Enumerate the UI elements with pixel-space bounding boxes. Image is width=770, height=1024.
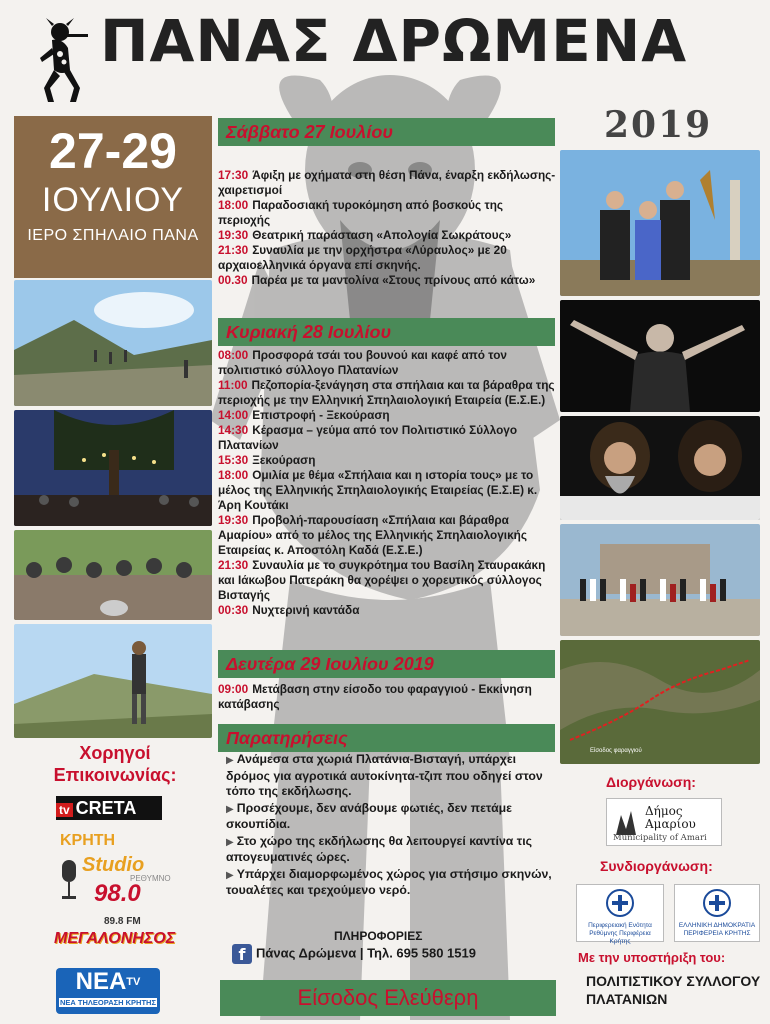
coorganizer-heading: Συνδιοργάνωση: bbox=[600, 858, 713, 874]
event-place: ΙΕΡΟ ΣΠΗΛΑΙΟ ΠΑΝΑ bbox=[27, 227, 199, 245]
page-title: ΠΑΝΑΣ ΔΡΩΜΕΝΑ bbox=[100, 7, 688, 75]
support-association: ΠΟΛΙΤΙΣΤΙΚΟΥ ΣΥΛΛΟΓΟΥ ΠΛΑΤΑΝΙΩΝ bbox=[586, 973, 761, 1007]
info-contact: Πάνας Δρώμενα | Τηλ. 695 580 1519 bbox=[256, 945, 476, 961]
notes-header: Παρατηρήσεις bbox=[218, 724, 555, 752]
region-crete-logo: ΕΛΛΗΝΙΚΗ ΔΗΜΟΚΡΑΤΙΑ ΠΕΡΙΦΕΡΕΙΑ ΚΡΗΤΗΣ bbox=[674, 884, 760, 942]
facebook-icon[interactable]: f bbox=[232, 944, 252, 964]
event-row: 09:00 Μετάβαση στην είσοδο του φαραγγιού - Εκκίνηση κατάβασης bbox=[218, 682, 532, 711]
greek-emblem-icon bbox=[703, 889, 731, 917]
neatv-logo: $NEA^{TV}$ ΝΕΑ ΤΗΛΕΟΡΑΣΗ ΚΡΗΤΗΣ bbox=[56, 968, 160, 1014]
event-month: ΙΟΥΛΙΟΥ bbox=[41, 181, 185, 219]
gorge-map bbox=[560, 640, 760, 764]
year-label: 2019 bbox=[604, 104, 713, 146]
day-header-saturday: Σάββατο 27 Ιουλίου bbox=[218, 118, 555, 146]
support-heading: Με την υποστήριξη του: bbox=[578, 950, 726, 965]
dancers-photo bbox=[560, 524, 760, 636]
megalonisos-logo: ΜΕΓΑΛΟΝΗΣΟΣ bbox=[54, 930, 176, 947]
map-label: Είσοδος φαραγγιού bbox=[590, 748, 642, 754]
triangle-right-icon: ▶ bbox=[226, 803, 234, 815]
schedule-sunday bbox=[218, 348, 558, 618]
tvcreta-logo: tv CRETA bbox=[56, 796, 162, 820]
sponsors-heading: Χορηγοί Επικοινωνίας: bbox=[53, 743, 177, 785]
event-row: 18:00 Ομιλία με θέμα «Σπήλαια και η ιστορία τους» με το μέλος της Ελληνικής Σπηλαιολογικής Εταιρείας (Ε.Σ.Ε) κ. Άρη Κουτάκι bbox=[218, 468, 538, 512]
kriti-logo: ΚΡΗΤΗ bbox=[60, 832, 116, 849]
hikers-photo bbox=[14, 280, 212, 406]
event-row: 15:30 Ξεκούραση bbox=[218, 453, 316, 467]
triangle-right-icon: ▶ bbox=[226, 869, 234, 881]
day-header-monday: Δευτέρα 29 Ιουλίου 2019 bbox=[218, 650, 555, 678]
pan-logo-icon bbox=[34, 18, 90, 104]
lyravlos-orchestra-photo bbox=[560, 150, 760, 296]
musicians-photo bbox=[560, 416, 760, 520]
schedule-monday bbox=[218, 682, 558, 712]
free-entry-banner: Είσοδος Ελεύθερη bbox=[220, 980, 556, 1016]
greek-emblem-icon bbox=[606, 889, 634, 917]
date-box bbox=[14, 116, 212, 278]
event-row: 08:00 Προσφορά τσάι του βουνού και καφέ από τον πολιτιστικό σύλλογο Πλατανίων bbox=[218, 348, 507, 377]
regional-unit-logo: Περιφερειακή Ενότητα Ρεθύμνης Περιφέρεια Κρήτης bbox=[576, 884, 664, 942]
event-row: 17:30 Άφιξη με οχήματα στη θέση Πάνα, έναρξη εκδήλωσης-χαιρετισμοί bbox=[218, 168, 556, 197]
microphone-icon bbox=[58, 858, 80, 902]
day-header-sunday: Κυριακή 28 Ιουλίου bbox=[218, 318, 555, 346]
note-item: ▶ Ανάμεσα στα χωριά Πλατάνια-Βισταγή, υπάρχει δρόμος για αγροτικά αυτοκίνητα-τζιπ που οδηγεί στον τόπο της εκδήλωσης. bbox=[226, 752, 543, 798]
event-row: 21:30 Συναυλία με το συγκρότημα του Βασίλη Σταυρακάκη και Ιάκωβου Πατεράκη θα χορέψει ο χορευτικός σύλλογος Βισταγής bbox=[218, 558, 546, 602]
triangle-right-icon: ▶ bbox=[226, 755, 234, 766]
note-item: ▶ Υπάρχει διαμορφωμένος χώρος για στήσιμο σκηνών, τουαλέτες και τρεχούμενο νερό. bbox=[226, 866, 552, 897]
cheesemaking-photo bbox=[14, 530, 212, 620]
schedule-saturday bbox=[218, 168, 558, 288]
notes-list bbox=[226, 752, 556, 900]
organizer-heading: Διοργάνωση: bbox=[606, 774, 696, 790]
event-row: 00.30 Παρέα με τα μαντολίνα «Στους πρίνους από κάτω» bbox=[218, 273, 536, 287]
event-dates: 27-29 bbox=[49, 123, 177, 179]
megalonisos-freq: 89.8 FM bbox=[104, 916, 141, 927]
triangle-right-icon: ▶ bbox=[226, 836, 234, 848]
event-row: 00:30 Νυχτερινή καντάδα bbox=[218, 603, 360, 617]
studio-radio-logo: Studio ΡΕΘΥΜΝΟ 98.0 bbox=[58, 854, 168, 908]
event-row: 19:30 Προβολή-παρουσίαση «Σπήλαια και βάραθρα Αμαρίου» από το μέλος της Ελληνικής Σπηλαιολογικής Εταιρείας κ. Αποστόλη Καδά (Ε.Σ.Ε.) bbox=[218, 513, 527, 557]
note-item: ▶ Στο χώρο της εκδήλωσης θα λειτουργεί καντίνα τις απογευματινές ώρες. bbox=[226, 833, 533, 864]
info-line bbox=[232, 944, 476, 964]
note-item: ▶ Προσέχουμε, δεν ανάβουμε φωτιές, δεν πετάμε σκουπίδια. bbox=[226, 800, 513, 831]
event-row: 14:30 Κέρασμα – γεύμα από τον Πολιτιστικό Σύλλογο Πλατανίων bbox=[218, 423, 518, 452]
event-row: 14:00 Επιστροφή - Ξεκούραση bbox=[218, 408, 390, 422]
event-row: 18:00 Παραδοσιακή τυροκόμηση από βοσκούς της περιοχής bbox=[218, 198, 504, 227]
info-heading: ΠΛΗΡΟΦΟΡΙΕΣ bbox=[334, 929, 423, 943]
event-row: 21:30 Συναυλία με την ορχήστρα «Λύραυλος» με 20 αρχαιοελληνικά όργανα επί σκηνής. bbox=[218, 243, 507, 272]
theatre-performer-photo bbox=[560, 300, 760, 412]
mountain-hiker-photo bbox=[14, 624, 212, 738]
municipality-logo: Δήμος Αμαρίου Municipality of Amari bbox=[606, 798, 722, 846]
event-row: 11:00 Πεζοπορία-ξενάγηση στα σπήλαια και τα βάραθρα της περιοχής με την Ελληνική Σπηλαιολογική Εταιρεία (Ε.Σ.Ε.) bbox=[218, 378, 555, 407]
event-row: 19:30 Θεατρική παράσταση «Απολογία Σωκράτους» bbox=[218, 228, 512, 242]
night-gathering-photo bbox=[14, 410, 212, 526]
